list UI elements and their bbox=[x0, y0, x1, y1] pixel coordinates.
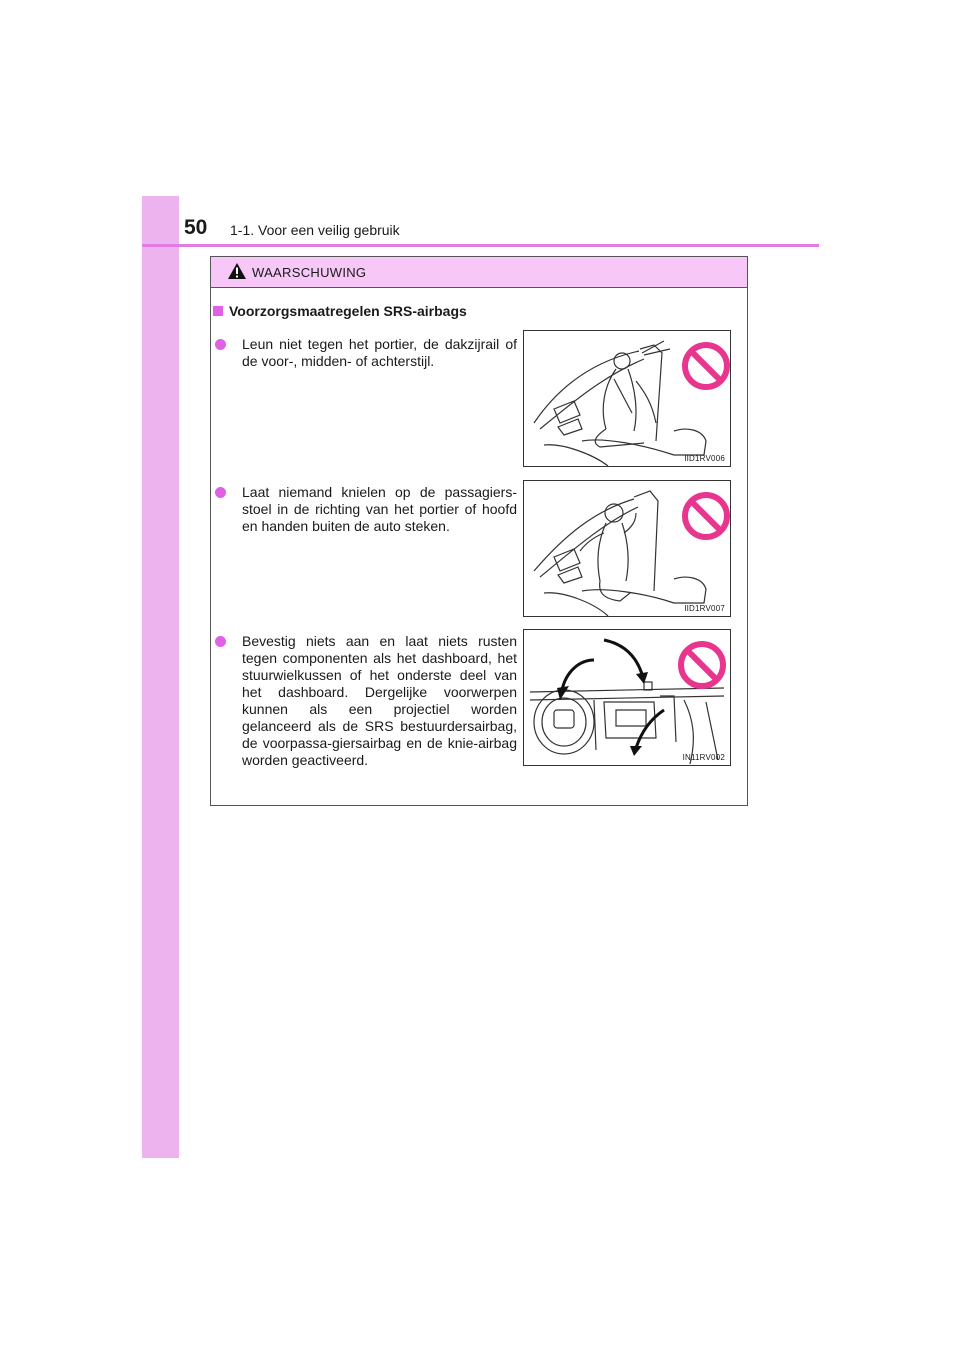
bullet-dot-icon bbox=[215, 339, 226, 350]
warning-item-text: Bevestig niets aan en laat niets rusten tegen componenten als het dashboard, het stuurwielkussen of het onderste deel van het dashboard. Dergelijke voorwerpen kunnen als een projectiel worden gelanceerd als de SRS bestuurdersairbag, de voorpassa-giersairbag en de knie-airbag worden geactiveerd. bbox=[242, 633, 517, 768]
figure-leaning-passenger bbox=[523, 330, 731, 467]
figure-code: IN11RV002 bbox=[682, 753, 725, 762]
figure-code: IID1RV007 bbox=[684, 604, 725, 613]
prohibition-icon bbox=[681, 644, 723, 686]
header-rule bbox=[142, 244, 819, 247]
side-tab bbox=[142, 196, 179, 1158]
bullet-dot-icon bbox=[215, 487, 226, 498]
warning-item-3 bbox=[215, 633, 517, 769]
warning-item-2 bbox=[215, 484, 517, 535]
prohibition-icon bbox=[685, 495, 727, 537]
warning-item-text: Leun niet tegen het portier, de dakzijrail of de voor-, midden- of achterstijl. bbox=[242, 336, 517, 369]
warning-title: WAARSCHUWING bbox=[252, 265, 367, 280]
warning-item-1 bbox=[215, 336, 517, 370]
section-title: 1-1. Voor een veilig gebruik bbox=[230, 222, 400, 238]
dashboard-illustration bbox=[524, 630, 730, 765]
warning-subheading bbox=[213, 303, 467, 319]
figure-dashboard-objects bbox=[523, 629, 731, 766]
figure-kneeling-passenger bbox=[523, 480, 731, 617]
warning-item-text: Laat niemand knielen op de passagiers-stoel in de richting van het portier of hoofd en handen buiten de auto steken. bbox=[242, 484, 517, 534]
warning-header bbox=[211, 257, 747, 288]
warning-box bbox=[210, 256, 748, 806]
figure-code: IID1RV006 bbox=[684, 454, 725, 463]
prohibition-icon bbox=[685, 345, 727, 387]
leaning-passenger-illustration bbox=[524, 331, 730, 466]
kneeling-passenger-illustration bbox=[524, 481, 730, 616]
bullet-dot-icon bbox=[215, 636, 226, 647]
page-number: 50 bbox=[184, 216, 208, 239]
subheading-text: Voorzorgsmaatregelen SRS-airbags bbox=[229, 303, 467, 319]
warning-triangle-icon bbox=[228, 263, 246, 279]
square-bullet-icon bbox=[213, 306, 223, 316]
